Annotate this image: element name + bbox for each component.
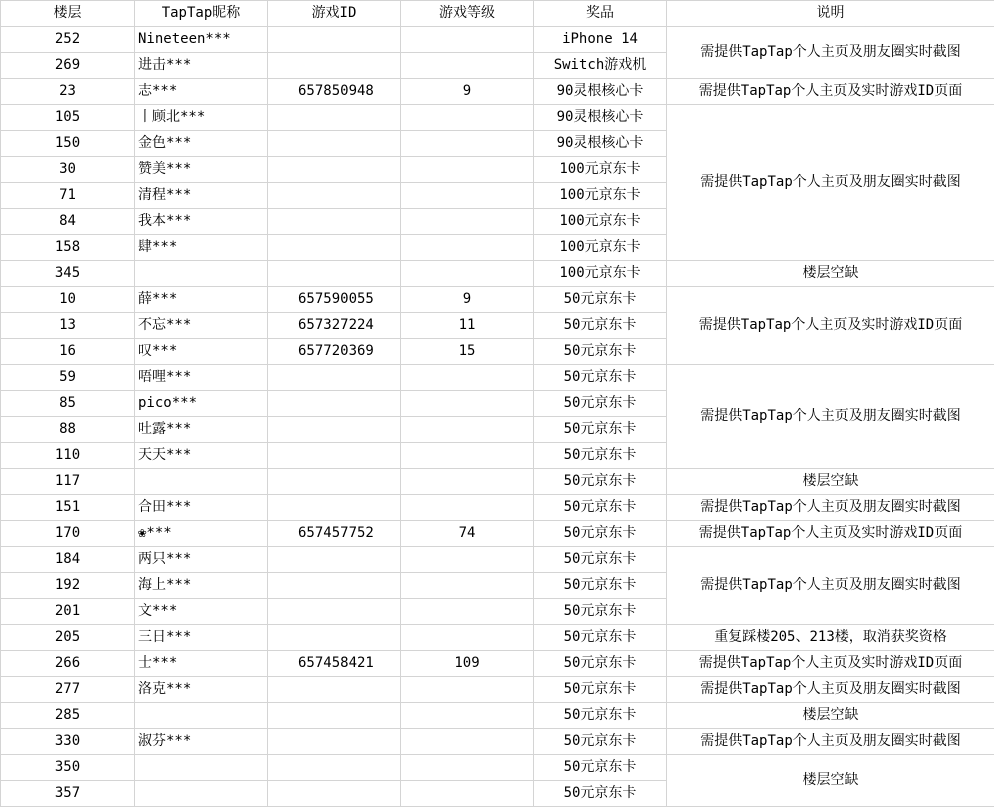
game-level-cell <box>401 469 534 495</box>
prize-cell: 50元京东卡 <box>534 547 667 573</box>
nickname-cell: 进击*** <box>135 53 268 79</box>
nickname-cell: Nineteen*** <box>135 27 268 53</box>
prize-cell: 90灵根核心卡 <box>534 79 667 105</box>
game-id-cell <box>268 235 401 261</box>
game-level-cell <box>401 729 534 755</box>
prize-cell: 50元京东卡 <box>534 443 667 469</box>
prize-cell: 50元京东卡 <box>534 651 667 677</box>
prize-cell: 50元京东卡 <box>534 495 667 521</box>
note-cell: 需提供TapTap个人主页及朋友圈实时截图 <box>667 547 994 625</box>
nickname-cell: 丨顾北*** <box>135 105 268 131</box>
prize-cell: Switch游戏机 <box>534 53 667 79</box>
table-row <box>1 105 994 131</box>
game-level-cell <box>401 105 534 131</box>
game-id-cell <box>268 261 401 287</box>
nickname-cell <box>135 469 268 495</box>
game-id-cell: 657720369 <box>268 339 401 365</box>
floor-cell: 151 <box>1 495 135 521</box>
floor-cell: 105 <box>1 105 135 131</box>
prize-cell: 50元京东卡 <box>534 339 667 365</box>
game-id-cell <box>268 547 401 573</box>
note-cell: 需提供TapTap个人主页及朋友圈实时截图 <box>667 27 994 79</box>
floor-cell: 16 <box>1 339 135 365</box>
header-game-level: 游戏等级 <box>401 1 534 27</box>
floor-cell: 266 <box>1 651 135 677</box>
prize-cell: 100元京东卡 <box>534 157 667 183</box>
game-id-cell: 657850948 <box>268 79 401 105</box>
nickname-cell: 我本*** <box>135 209 268 235</box>
game-level-cell <box>401 209 534 235</box>
table-row <box>1 651 994 677</box>
game-level-cell <box>401 547 534 573</box>
nickname-cell: pico*** <box>135 391 268 417</box>
floor-cell: 170 <box>1 521 135 547</box>
note-cell: 楼层空缺 <box>667 469 994 495</box>
game-id-cell <box>268 755 401 781</box>
table-row <box>1 469 994 495</box>
note-cell: 需提供TapTap个人主页及朋友圈实时截图 <box>667 105 994 261</box>
table-row <box>1 495 994 521</box>
game-id-cell <box>268 105 401 131</box>
table-row <box>1 703 994 729</box>
floor-cell: 110 <box>1 443 135 469</box>
nickname-cell: 天天*** <box>135 443 268 469</box>
prize-cell: 50元京东卡 <box>534 521 667 547</box>
game-level-cell <box>401 703 534 729</box>
nickname-cell: ❀*** <box>135 521 268 547</box>
game-level-cell: 11 <box>401 313 534 339</box>
floor-cell: 252 <box>1 27 135 53</box>
nickname-cell <box>135 703 268 729</box>
table-row <box>1 755 994 781</box>
floor-cell: 23 <box>1 79 135 105</box>
table-row <box>1 261 994 287</box>
nickname-cell: 薛*** <box>135 287 268 313</box>
table-row <box>1 677 994 703</box>
floor-cell: 150 <box>1 131 135 157</box>
note-cell: 需提供TapTap个人主页及朋友圈实时截图 <box>667 495 994 521</box>
game-id-cell <box>268 599 401 625</box>
game-level-cell <box>401 157 534 183</box>
nickname-cell: 肆*** <box>135 235 268 261</box>
floor-cell: 345 <box>1 261 135 287</box>
note-cell: 需提供TapTap个人主页及实时游戏ID页面 <box>667 79 994 105</box>
note-cell: 楼层空缺 <box>667 261 994 287</box>
floor-cell: 84 <box>1 209 135 235</box>
game-id-cell <box>268 417 401 443</box>
game-level-cell <box>401 599 534 625</box>
header-prize: 奖品 <box>534 1 667 27</box>
floor-cell: 30 <box>1 157 135 183</box>
note-cell: 楼层空缺 <box>667 755 994 807</box>
game-id-cell <box>268 573 401 599</box>
nickname-cell: 赞美*** <box>135 157 268 183</box>
floor-cell: 117 <box>1 469 135 495</box>
floor-cell: 184 <box>1 547 135 573</box>
table-row <box>1 287 994 313</box>
note-cell: 需提供TapTap个人主页及朋友圈实时截图 <box>667 729 994 755</box>
game-level-cell <box>401 27 534 53</box>
prize-cell: 50元京东卡 <box>534 729 667 755</box>
game-level-cell <box>401 183 534 209</box>
nickname-cell: 叹*** <box>135 339 268 365</box>
nickname-cell: 两只*** <box>135 547 268 573</box>
prize-cell: 50元京东卡 <box>534 703 667 729</box>
game-id-cell: 657458421 <box>268 651 401 677</box>
floor-cell: 277 <box>1 677 135 703</box>
prize-cell: 90灵根核心卡 <box>534 131 667 157</box>
header-nickname: TapTap昵称 <box>135 1 268 27</box>
game-id-cell <box>268 53 401 79</box>
prize-cell: 50元京东卡 <box>534 417 667 443</box>
nickname-cell: 海上*** <box>135 573 268 599</box>
game-level-cell: 74 <box>401 521 534 547</box>
prize-cell: 100元京东卡 <box>534 235 667 261</box>
prize-cell: 100元京东卡 <box>534 209 667 235</box>
nickname-cell: 文*** <box>135 599 268 625</box>
game-id-cell <box>268 131 401 157</box>
game-level-cell <box>401 573 534 599</box>
table-row <box>1 625 994 651</box>
floor-cell: 158 <box>1 235 135 261</box>
game-id-cell <box>268 157 401 183</box>
note-cell: 需提供TapTap个人主页及实时游戏ID页面 <box>667 651 994 677</box>
floor-cell: 269 <box>1 53 135 79</box>
table-row <box>1 79 994 105</box>
nickname-cell: 洛克*** <box>135 677 268 703</box>
prize-cell: 50元京东卡 <box>534 287 667 313</box>
note-cell: 需提供TapTap个人主页及朋友圈实时截图 <box>667 365 994 469</box>
floor-cell: 192 <box>1 573 135 599</box>
note-cell: 重复踩楼205、213楼，取消获奖资格 <box>667 625 994 651</box>
prize-cell: 50元京东卡 <box>534 755 667 781</box>
nickname-cell <box>135 781 268 807</box>
game-id-cell <box>268 391 401 417</box>
table-row <box>1 27 994 53</box>
game-id-cell <box>268 365 401 391</box>
prize-cell: 50元京东卡 <box>534 391 667 417</box>
floor-cell: 357 <box>1 781 135 807</box>
nickname-cell: 不忘*** <box>135 313 268 339</box>
game-level-cell <box>401 365 534 391</box>
prize-cell: 50元京东卡 <box>534 313 667 339</box>
nickname-cell: 合田*** <box>135 495 268 521</box>
prize-cell: 50元京东卡 <box>534 677 667 703</box>
nickname-cell: 三日*** <box>135 625 268 651</box>
game-level-cell <box>401 781 534 807</box>
header-game-id: 游戏ID <box>268 1 401 27</box>
nickname-cell: 志*** <box>135 79 268 105</box>
game-id-cell <box>268 469 401 495</box>
game-id-cell <box>268 729 401 755</box>
game-id-cell <box>268 677 401 703</box>
note-cell: 需提供TapTap个人主页及朋友圈实时截图 <box>667 677 994 703</box>
floor-cell: 205 <box>1 625 135 651</box>
note-cell: 需提供TapTap个人主页及实时游戏ID页面 <box>667 521 994 547</box>
note-cell: 楼层空缺 <box>667 703 994 729</box>
floor-cell: 330 <box>1 729 135 755</box>
game-level-cell <box>401 443 534 469</box>
prize-cell: iPhone 14 <box>534 27 667 53</box>
game-level-cell <box>401 261 534 287</box>
nickname-cell: 清程*** <box>135 183 268 209</box>
header-note: 说明 <box>667 1 994 27</box>
prize-cell: 50元京东卡 <box>534 469 667 495</box>
prize-cell: 50元京东卡 <box>534 599 667 625</box>
table-row <box>1 521 994 547</box>
game-id-cell <box>268 183 401 209</box>
floor-cell: 350 <box>1 755 135 781</box>
game-id-cell <box>268 781 401 807</box>
game-level-cell: 9 <box>401 79 534 105</box>
game-id-cell: 657457752 <box>268 521 401 547</box>
floor-cell: 85 <box>1 391 135 417</box>
game-level-cell <box>401 235 534 261</box>
game-level-cell <box>401 53 534 79</box>
game-level-cell <box>401 131 534 157</box>
floor-cell: 88 <box>1 417 135 443</box>
nickname-cell: 士*** <box>135 651 268 677</box>
nickname-cell: 金色*** <box>135 131 268 157</box>
game-level-cell <box>401 677 534 703</box>
game-id-cell <box>268 443 401 469</box>
note-cell: 需提供TapTap个人主页及实时游戏ID页面 <box>667 287 994 365</box>
game-level-cell <box>401 495 534 521</box>
game-id-cell <box>268 27 401 53</box>
game-id-cell: 657590055 <box>268 287 401 313</box>
prize-cell: 100元京东卡 <box>534 183 667 209</box>
game-level-cell: 109 <box>401 651 534 677</box>
prize-cell: 90灵根核心卡 <box>534 105 667 131</box>
prize-cell: 50元京东卡 <box>534 365 667 391</box>
game-level-cell <box>401 755 534 781</box>
nickname-cell: 吐露*** <box>135 417 268 443</box>
prize-cell: 50元京东卡 <box>534 625 667 651</box>
game-level-cell: 9 <box>401 287 534 313</box>
game-level-cell <box>401 625 534 651</box>
floor-cell: 10 <box>1 287 135 313</box>
floor-cell: 71 <box>1 183 135 209</box>
prize-cell: 100元京东卡 <box>534 261 667 287</box>
nickname-cell <box>135 261 268 287</box>
nickname-cell <box>135 755 268 781</box>
prize-cell: 50元京东卡 <box>534 781 667 807</box>
game-level-cell: 15 <box>401 339 534 365</box>
game-id-cell <box>268 625 401 651</box>
game-id-cell: 657327224 <box>268 313 401 339</box>
header-row <box>1 1 994 27</box>
game-level-cell <box>401 417 534 443</box>
floor-cell: 59 <box>1 365 135 391</box>
table-row <box>1 547 994 573</box>
nickname-cell: 淑芬*** <box>135 729 268 755</box>
table-row <box>1 365 994 391</box>
floor-cell: 13 <box>1 313 135 339</box>
floor-cell: 285 <box>1 703 135 729</box>
game-id-cell <box>268 703 401 729</box>
table-row <box>1 729 994 755</box>
floor-cell: 201 <box>1 599 135 625</box>
nickname-cell: 唔哩*** <box>135 365 268 391</box>
header-floor: 楼层 <box>1 1 135 27</box>
game-id-cell <box>268 209 401 235</box>
game-id-cell <box>268 495 401 521</box>
game-level-cell <box>401 391 534 417</box>
prize-cell: 50元京东卡 <box>534 573 667 599</box>
